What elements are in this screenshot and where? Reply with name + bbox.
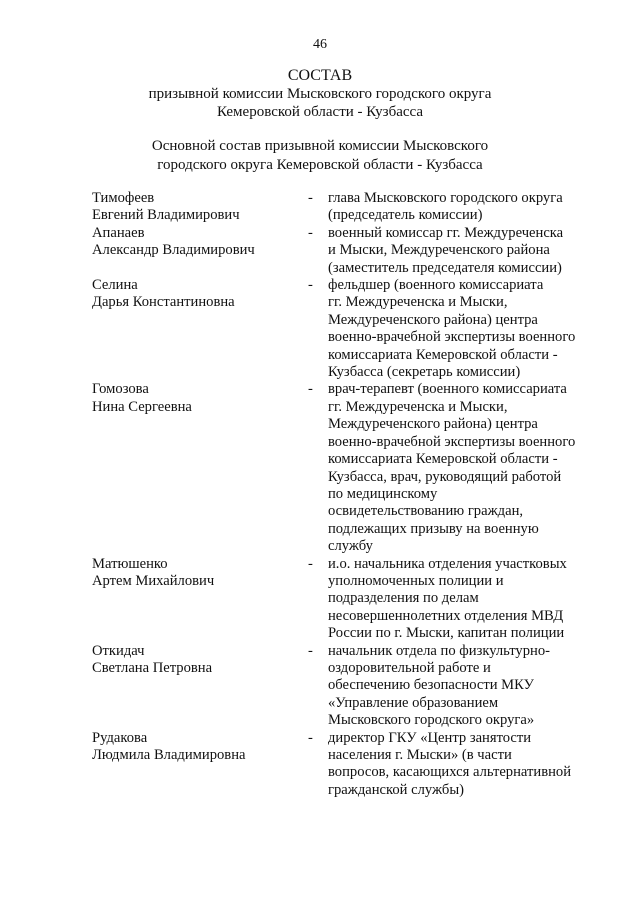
member-role-line: Мысковского городского округа» [328,712,535,729]
member-role-line: гражданской службы) [328,781,464,798]
member-surname: Матюшенко [92,555,168,572]
member-role-line: по медицинскому [328,485,438,502]
member-role-line: фельдшер (военного комиссариата [328,277,544,294]
member-role [328,643,602,730]
member-name [92,643,308,678]
member-role-line: населения г. Мыски» (в части [328,747,512,763]
member-dash: - [308,277,313,294]
member-name [92,381,308,416]
member-given-names: Александр Владимирович [92,242,255,259]
document-subtitle-line: призывной комиссии Мысковского городского округа [148,86,492,102]
member-role-line: несовершеннолетних отделения МВД [328,607,564,624]
member-role-line: военно-врачебной экспертизы военного [328,329,576,346]
member-entry [92,190,602,225]
member-surname: Откидач [92,642,145,659]
member-role-line: Междуреченского района) центра [328,311,538,328]
member-dash: - [308,190,313,206]
member-role [328,225,602,277]
member-surname: Селина [92,277,138,294]
member-role [328,277,602,381]
section-heading-line: городского округа Кемеровской области - Кузбасса [157,157,483,173]
member-role-line: и Мыски, Междуреченского района [328,242,550,259]
member-role-line: службу [328,538,373,555]
member-role-line: вопросов, касающихся альтернативной [328,764,572,781]
member-role [328,730,602,800]
members-list [92,190,602,799]
member-role-line: (заместитель председателя комиссии) [328,259,562,276]
member-given-names: Светлана Петровна [92,659,213,676]
member-role-line: «Управление образованием [328,694,499,711]
member-role [328,556,602,643]
member-role-line: гг. Междуреченска и Мыски, [328,398,508,415]
document-header [0,66,640,121]
member-surname: Рудакова [92,729,148,746]
member-dash: - [308,729,313,746]
member-name [92,556,308,591]
member-dash: - [308,642,313,659]
member-dash: - [308,381,313,398]
member-role-line: Междуреченского района) центра [328,416,538,433]
member-role-line: подлежащих призыву на военную [328,520,539,537]
document-title: СОСТАВ [287,67,353,84]
member-entry [92,381,602,555]
member-given-names: Артем Михайлович [92,572,215,589]
section-heading [0,137,640,175]
member-given-names: Людмила Владимировна [92,747,246,763]
member-role-line: гг. Междуреченска и Мыски, [328,294,508,311]
member-role-line: начальник отдела по физкультурно- [328,642,550,659]
member-role-line: обеспечению безопасности МКУ [328,677,534,694]
member-surname: Тимофеев [92,190,155,206]
member-entry [92,730,602,800]
member-role-line: военно-врачебной экспертизы военного [328,433,576,450]
member-role-line: глава Мысковского городского округа [328,190,563,206]
member-entry [92,277,602,381]
member-dash: - [308,224,313,241]
member-role-line: комиссариата Кемеровской области - [328,451,558,468]
member-surname: Апанаев [92,224,145,241]
member-given-names: Евгений Владимирович [92,207,240,224]
member-given-names: Нина Сергеевна [92,398,192,415]
member-name [92,730,308,765]
member-name [92,225,308,260]
member-entry [92,556,602,643]
document-subtitle-line: Кемеровской области - Кузбасса [216,104,424,120]
member-role-line: комиссариата Кемеровской области - [328,346,558,363]
member-role [328,381,602,555]
member-role-line: Кузбасса (секретарь комиссии) [328,364,521,381]
member-surname: Гомозова [92,381,149,398]
member-entry [92,225,602,277]
section-heading-line: Основной состав призывной комиссии Мысковского [151,138,489,154]
member-name [92,277,308,312]
member-given-names: Дарья Константиновна [92,294,235,311]
page-number: 46 [313,37,327,52]
member-role-line: Кузбасса, врач, руководящий работой [328,468,562,485]
member-role-line: директор ГКУ «Центр занятости [328,729,532,746]
member-entry [92,643,602,730]
member-dash: - [308,555,313,572]
member-name [92,190,308,225]
member-role-line: России по г. Мыски, капитан полиции [328,625,565,642]
member-role-line: и.о. начальника отделения участковых [328,555,567,572]
member-role [328,190,602,225]
member-role-line: врач-терапевт (военного комиссариата [328,381,567,398]
member-role-line: подразделения по делам [328,590,479,607]
member-role-line: (председатель комиссии) [328,207,483,224]
member-role-line: военный комиссар гг. Междуреченска [328,224,564,241]
member-role-line: освидетельствованию граждан, [328,503,524,520]
member-role-line: уполномоченных полиции и [328,572,504,589]
member-role-line: оздоровительной работе и [328,659,491,676]
